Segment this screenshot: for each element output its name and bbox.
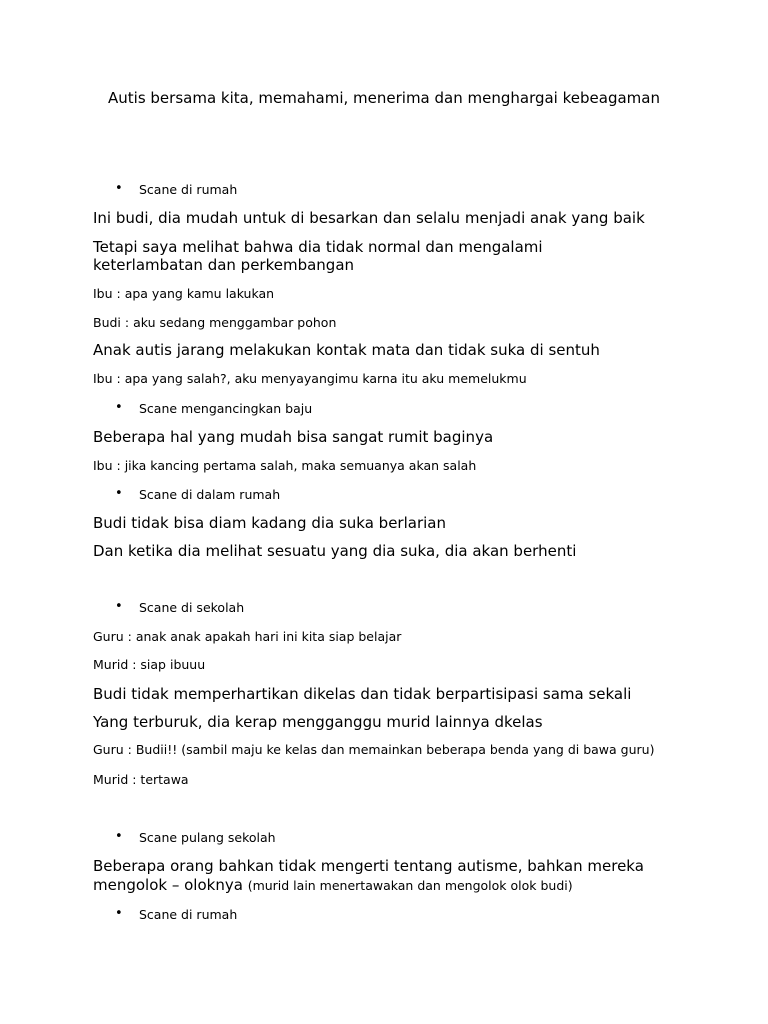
stage-direction: (murid lain menertawakan dan mengolok olok budi): [247, 878, 573, 893]
dialogue-6: Murid : siap ibuuu: [93, 657, 206, 672]
bullet-icon: •: [115, 486, 123, 501]
narration-9b: mengolok – oloknya: [93, 876, 243, 894]
dialogue-8: Murid : tertawa: [93, 772, 189, 787]
dialogue-4: Ibu : jika kancing pertama salah, maka semuanya akan salah: [93, 458, 477, 473]
narration-4: Beberapa hal yang mudah bisa sangat rumit baginya: [93, 428, 494, 446]
narration-9a: Beberapa orang bahkan tidak mengerti tentang autisme, bahkan mereka: [93, 857, 644, 875]
narration-8: Yang terburuk, dia kerap mengganggu murid lainnya dkelas: [93, 713, 543, 731]
bullet-icon: •: [115, 906, 123, 921]
dialogue-7: Guru : Budii!! (sambil maju ke kelas dan memainkan beberapa benda yang di bawa guru): [93, 742, 655, 757]
narration-9b-line: [93, 876, 693, 894]
scene-heading-6: Scane di rumah: [139, 907, 238, 922]
dialogue-2: Budi : aku sedang menggambar pohon: [93, 315, 337, 330]
bullet-icon: •: [115, 181, 123, 196]
narration-2a: Tetapi saya melihat bahwa dia tidak normal dan mengalami: [93, 238, 543, 256]
scene-heading-2: Scane mengancingkan baju: [139, 401, 313, 416]
narration-6: Dan ketika dia melihat sesuatu yang dia suka, dia akan berhenti: [93, 542, 577, 560]
dialogue-3: Ibu : apa yang salah?, aku menyayangimu karna itu aku memelukmu: [93, 371, 527, 386]
bullet-icon: •: [115, 829, 123, 844]
dialogue-5: Guru : anak anak apakah hari ini kita siap belajar: [93, 629, 402, 644]
narration-1: Ini budi, dia mudah untuk di besarkan dan selalu menjadi anak yang baik: [93, 209, 645, 227]
narration-2b: keterlambatan dan perkembangan: [93, 256, 355, 274]
scene-heading-4: Scane di sekolah: [139, 600, 245, 615]
narration-5: Budi tidak bisa diam kadang dia suka berlarian: [93, 514, 446, 532]
document-title: Autis bersama kita, memahami, menerima dan menghargai kebeagaman: [108, 89, 660, 107]
bullet-icon: •: [115, 599, 123, 614]
scene-heading-1: Scane di rumah: [139, 182, 238, 197]
scene-heading-3: Scane di dalam rumah: [139, 487, 281, 502]
dialogue-1: Ibu : apa yang kamu lakukan: [93, 286, 275, 301]
bullet-icon: •: [115, 400, 123, 415]
narration-7: Budi tidak memperhartikan dikelas dan tidak berpartisipasi sama sekali: [93, 685, 632, 703]
narration-3: Anak autis jarang melakukan kontak mata dan tidak suka di sentuh: [93, 341, 600, 359]
scene-heading-5: Scane pulang sekolah: [139, 830, 276, 845]
